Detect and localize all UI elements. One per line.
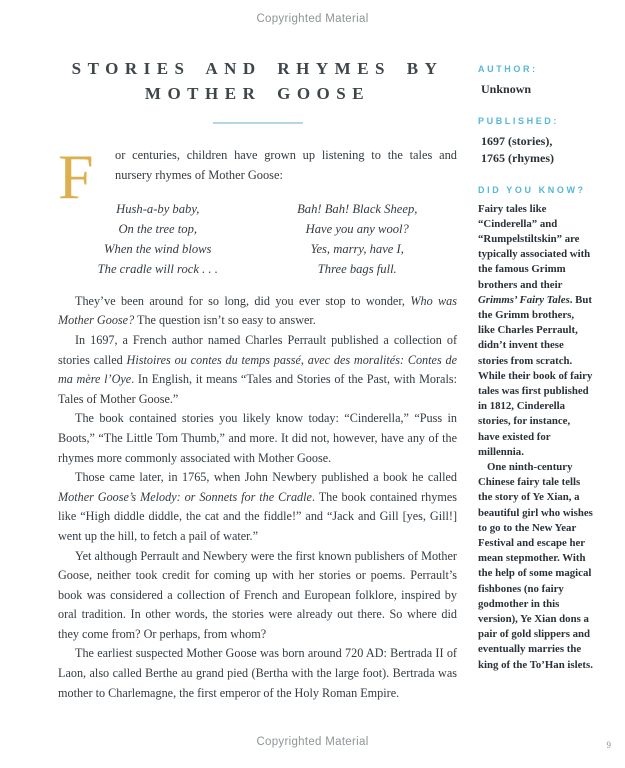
published-value-line1: 1697 (stories), [481,133,553,148]
sidebar-author-section [478,64,593,99]
body-paragraph: In 1697, a French author named Charles Perrault published a collection of stories called Histoires ou contes du temps passé, avec des moralités: Contes de ma mère l’Oye. In English, it means “Tales and Stories of the Past, with Morals: Tales of Mother Goose.” [58,332,457,406]
copyright-notice-top: Copyrighted Material [256,13,369,25]
page-content [58,40,593,703]
didyouknow-paragraph: Fairy tales like “Cinderella” and “Rumpelstiltskin” are typically associated with the famous Grimm brothers and their Grimms’ Fairy Tales. But the Grimm brothers, like Charles Perrault, didn’t invent these stories from scratch. While their book of fairy tales was first published in 1812, Cinderella stories, for instance, have existed for millennia. [478,202,593,458]
published-label: PUBLISHED: [478,115,560,126]
body-paragraph: The book contained stories you likely know today: “Cinderella,” “Puss in Boots,” “The Little Tom Thumb,” and more. It did not, however, have any of the rhymes more commonly associated with Mother Goose. [58,411,457,465]
chapter-title-line2: MOTHER GOOSE [144,84,371,103]
intro-text: or centuries, children have grown up listening to the tales and nursery rhymes of Mother Goose: [115,148,457,182]
verse-line: On the tree top, [118,221,198,236]
verse-line: Yes, marry, have I, [310,242,404,257]
verse-line: The cradle will rock . . . [97,262,218,277]
info-sidebar [478,40,593,703]
chapter-title [58,56,457,106]
verse-line: Bah! Bah! Black Sheep, [297,201,418,216]
verse-line: Three bags full. [317,262,397,277]
published-value-line2: 1765 (rhymes) [481,151,554,165]
title-divider-rule [213,122,303,124]
verse-block [58,199,457,280]
page-number: 9 [606,740,611,750]
body-paragraph: Those came later, in 1765, when John Newbery published a book he called Mother Goose’s Melody: or Sonnets for the Cradle. The book contained rhymes like “High diddle diddle, the cat and the fiddle!” and “Jack and Gill [yes, Gill!] went up the hill, to fetch a pail of water.” [58,470,457,543]
body-paragraph: They’ve been around for so long, did you ever stop to wonder, Who was Mother Goose? The question isn’t so easy to answer. [58,293,457,328]
verse-line: When the wind blows [104,242,212,257]
sidebar-didyouknow-section [478,185,593,673]
author-label: AUTHOR: [478,64,538,74]
sidebar-published-section [478,116,593,168]
copyright-notice-bottom: Copyrighted Material [256,736,369,748]
verse-line: Have you any wool? [305,221,409,236]
body-paragraph: Yet although Perrault and Newbery were the first known publishers of Mother Goose, neither took credit for coming up with her stories or poems. Perrault’s book was considered a collection of French and European folklore, inspired by oral tradition. In other words, the stories were already out there. So where did they come from? Or perhaps, from whom? [58,548,457,641]
dropcap-letter: F [58,141,94,212]
author-value: Unknown [481,82,532,96]
verse-line: Hush-a-by baby, [116,201,200,216]
main-column [58,40,457,703]
didyouknow-label: DID YOU KNOW? [478,184,586,195]
chapter-title-line1: STORIES AND RHYMES BY [71,59,444,78]
didyouknow-paragraph: One ninth-century Chinese fairy tale tells the story of Ye Xian, a beautiful girl who wishes to go to the New Year Festival and escape her mean stepmother. With the help of some magical fishbones (no fairy godmother in this version), Ye Xian dons a pair of gold slippers and eventually marries the king of the To’Han islets. [478,460,593,671]
body-paragraph: The earliest suspected Mother Goose was born around 720 AD: Bertrada II of Laon, also called Berthe au grand pied (Bertha with the large foot). Bertrada was mother to Charlemagne, the first emperor of the Holy Roman Empire. [58,646,457,700]
verse-right-column [258,199,458,280]
